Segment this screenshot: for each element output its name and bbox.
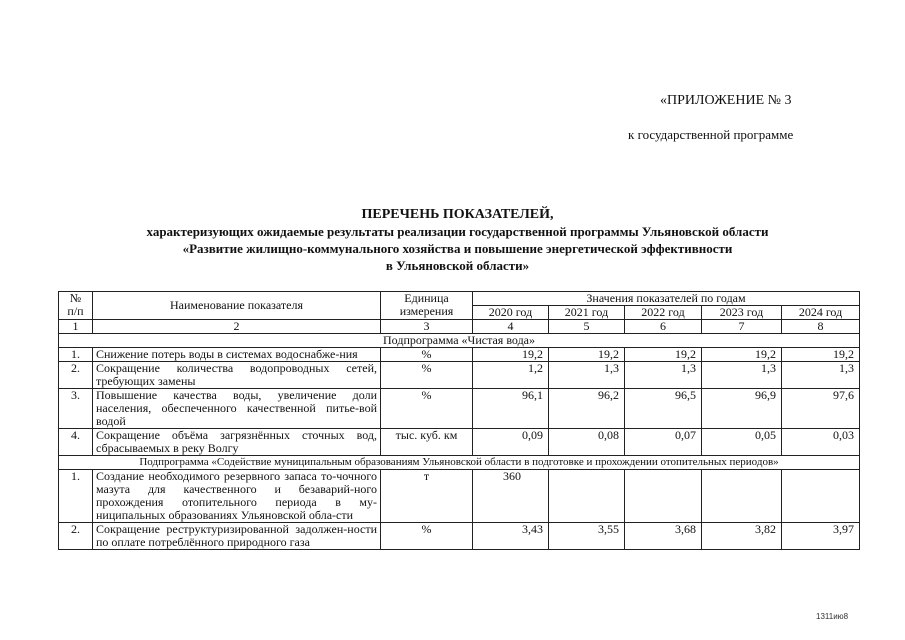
row-value: 0,08 — [549, 429, 625, 456]
row-value: 96,2 — [549, 389, 625, 429]
title-line-4: в Ульяновской области» — [385, 258, 530, 273]
header-year: 2020 год — [473, 306, 549, 320]
row-unit: % — [381, 362, 473, 389]
row-value: 3,82 — [702, 523, 782, 550]
row-value — [782, 470, 860, 523]
header-year: 2021 год — [549, 306, 625, 320]
indicators-table — [58, 291, 860, 550]
row-value: 1,3 — [782, 362, 860, 389]
header-year: 2024 год — [782, 306, 860, 320]
colnum: 1 — [59, 320, 93, 334]
table-row — [59, 523, 860, 550]
table-row — [59, 389, 860, 429]
row-value: 360 — [473, 470, 549, 523]
row-unit: % — [381, 389, 473, 429]
header-unit: Единица измерения — [381, 292, 473, 320]
colnum: 5 — [549, 320, 625, 334]
row-value: 1,3 — [702, 362, 782, 389]
row-value: 19,2 — [702, 348, 782, 362]
colnum: 8 — [782, 320, 860, 334]
appendix-subheading: к государственной программе — [628, 127, 794, 142]
colnum: 6 — [625, 320, 702, 334]
title-line-1: ПЕРЕЧЕНЬ ПОКАЗАТЕЛЕЙ, — [361, 207, 554, 222]
row-num: 4. — [59, 429, 93, 456]
row-value: 0,03 — [782, 429, 860, 456]
footer-stamp: 1311ию8 — [816, 612, 849, 621]
section-row — [59, 456, 860, 470]
row-value: 96,9 — [702, 389, 782, 429]
row-value: 0,07 — [625, 429, 702, 456]
row-value: 3,55 — [549, 523, 625, 550]
row-value: 3,43 — [473, 523, 549, 550]
row-num: 1. — [59, 470, 93, 523]
row-value: 3,68 — [625, 523, 702, 550]
header-num: № п/п — [59, 292, 93, 320]
table-row — [59, 362, 860, 389]
section-row — [59, 334, 860, 348]
row-num: 3. — [59, 389, 93, 429]
row-num: 2. — [59, 523, 93, 550]
row-value: 0,05 — [702, 429, 782, 456]
row-value — [702, 470, 782, 523]
colnum: 3 — [381, 320, 473, 334]
title-line-2: характеризующих ожидаемые результаты реализации государственной программы Ульяновской области — [146, 224, 769, 239]
header-values-group: Значения показателей по годам — [473, 292, 860, 306]
row-name: Создание необходимого резервного запаса то-чочного мазута для качественного и безаварий-ного прохождения отопительного периода в му-ниципальных образованиях Ульяновской обла-сти — [93, 470, 381, 523]
row-unit: т — [381, 470, 473, 523]
row-name: Сокращение количества водопроводных сетей, требующих замены — [93, 362, 381, 389]
row-value: 0,09 — [473, 429, 549, 456]
header-year: 2022 год — [625, 306, 702, 320]
table-row — [59, 348, 860, 362]
row-num: 2. — [59, 362, 93, 389]
row-value — [625, 470, 702, 523]
row-unit: % — [381, 523, 473, 550]
row-num: 1. — [59, 348, 93, 362]
table-row — [59, 470, 860, 523]
row-value: 19,2 — [473, 348, 549, 362]
row-value: 19,2 — [549, 348, 625, 362]
table-colnum-row — [59, 320, 860, 334]
title-line-3: «Развитие жилищно-коммунального хозяйства и повышение энергетической эффективности — [182, 241, 733, 256]
row-name: Снижение потерь воды в системах водоснабже-ния — [93, 348, 381, 362]
appendix-heading: «ПРИЛОЖЕНИЕ № 3 — [660, 93, 792, 108]
document-title — [60, 206, 855, 274]
row-name: Сокращение реструктуризированной задолжен-ности по оплате потреблённого природного газа — [93, 523, 381, 550]
row-value: 1,3 — [625, 362, 702, 389]
row-unit: тыс. куб. км — [381, 429, 473, 456]
section-title: Подпрограмма «Содействие муниципальным образованиям Ульяновской области в подготовке и прохождении отопительных периодов» — [59, 456, 860, 470]
row-value: 19,2 — [625, 348, 702, 362]
row-unit: % — [381, 348, 473, 362]
row-value: 3,97 — [782, 523, 860, 550]
row-name: Сокращение объёма загрязнённых сточных вод, сбрасываемых в реку Волгу — [93, 429, 381, 456]
header-name: Наименование показателя — [93, 292, 381, 320]
row-value — [549, 470, 625, 523]
table-header-row — [59, 292, 860, 306]
row-value: 1,2 — [473, 362, 549, 389]
colnum: 2 — [93, 320, 381, 334]
colnum: 7 — [702, 320, 782, 334]
row-name: Повышение качества воды, увеличение доли населения, обеспеченного качественной питье-вой водой — [93, 389, 381, 429]
row-value: 19,2 — [782, 348, 860, 362]
row-value: 96,5 — [625, 389, 702, 429]
table-row — [59, 429, 860, 456]
section-title: Подпрограмма «Чистая вода» — [59, 334, 860, 348]
row-value: 97,6 — [782, 389, 860, 429]
row-value: 96,1 — [473, 389, 549, 429]
row-value: 1,3 — [549, 362, 625, 389]
colnum: 4 — [473, 320, 549, 334]
header-year: 2023 год — [702, 306, 782, 320]
